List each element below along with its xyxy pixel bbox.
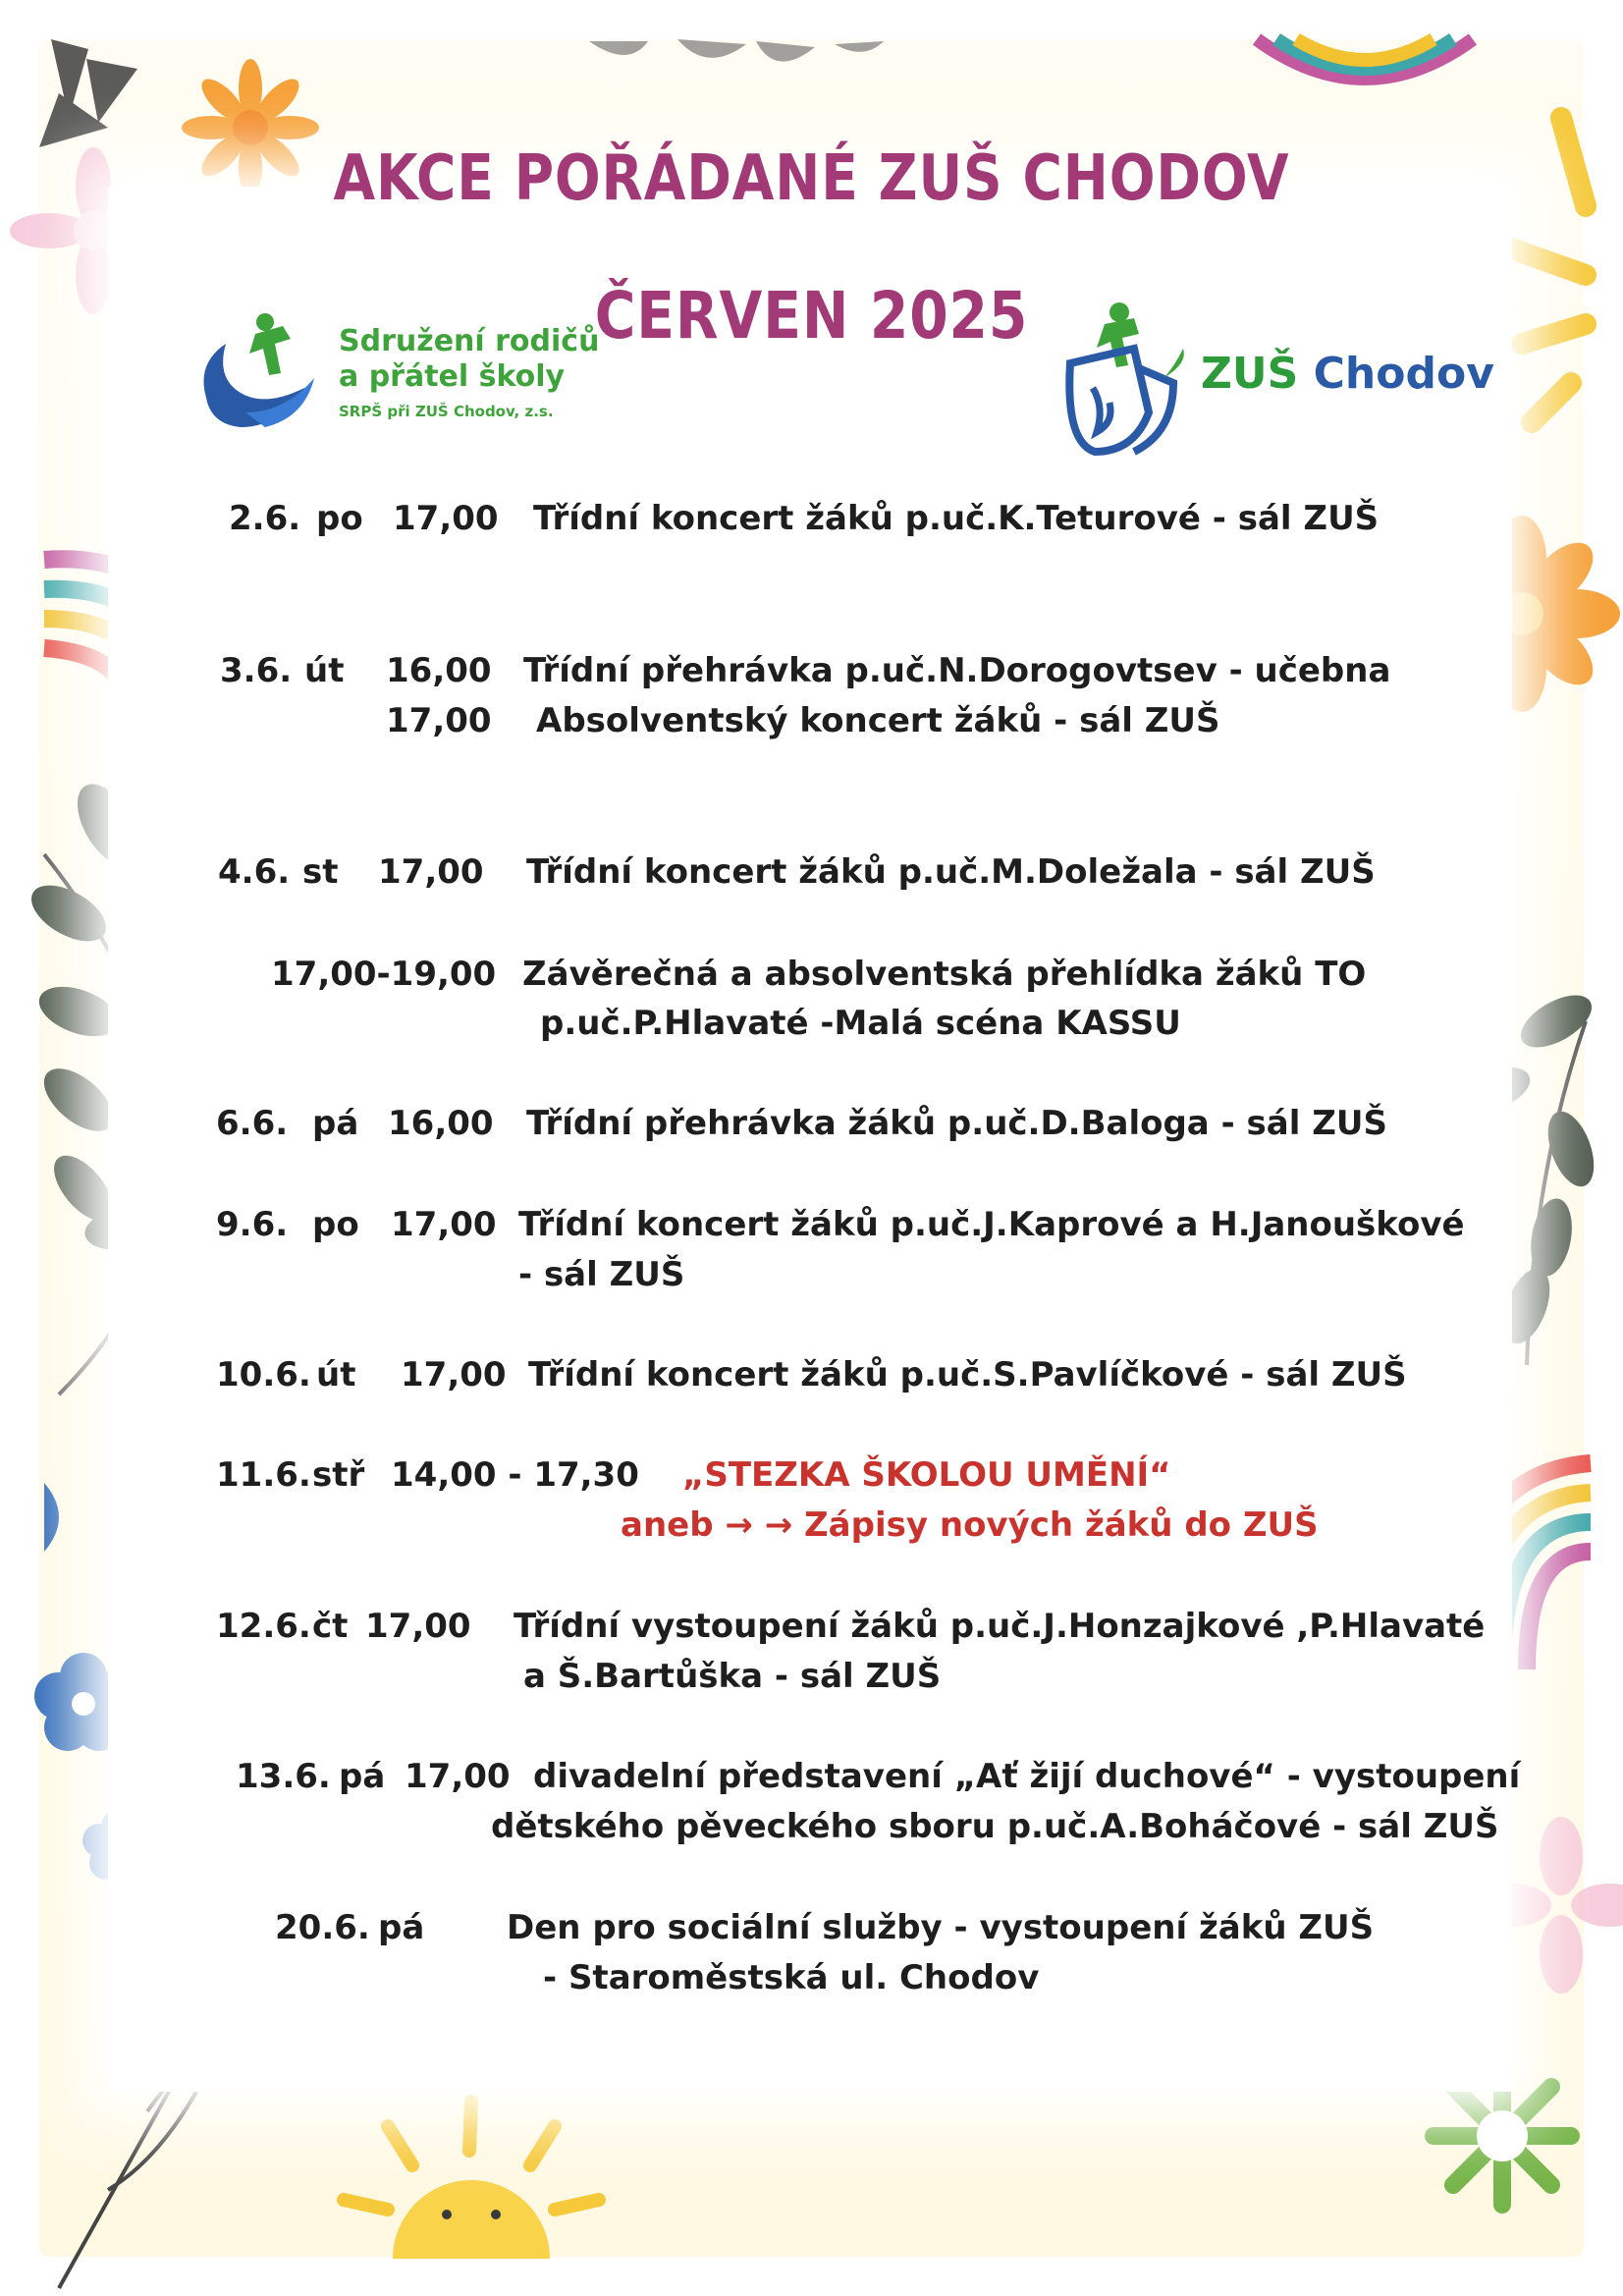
rainbow-top-right-icon [1257,39,1473,79]
event-text-line2: a Š.Bartůška - sál ZUŠ [523,1657,942,1696]
event-text-line2: dětského pěveckého sboru p.uč.A.Boháčové - sál ZUŠ [491,1807,1499,1846]
event-day: pá [312,1104,359,1143]
page-title: AKCE POŘÁDANÉ ZUŠ CHODOV [333,142,1290,215]
event-time: 17,00 [405,1757,511,1796]
event-day: čt [312,1607,349,1646]
page-subtitle: ČERVEN 2025 [594,278,1029,354]
event-time: 16,00 [388,1104,494,1143]
event-day: út [304,651,345,690]
event-time: 17,00 [378,852,484,892]
event-text: Závěrečná a absolventská přehlídka žáků TO [522,955,1367,994]
event-text: Absolventský koncert žáků - sál ZUŠ [536,701,1220,740]
event-time: 17,00-19,00 [271,955,497,994]
event-date: 20.6. [275,1908,370,1947]
event-text: divadelní představení „Ať žijí duchové“ - vystoupení [533,1757,1521,1796]
event-time: 14,00 - 17,30 [391,1455,639,1495]
event-text: Třídní koncert žáků p.uč.S.Pavlíčkové - sál ZUŠ [528,1355,1407,1394]
zus-mask-icon [1026,295,1198,471]
srps-name-line1: Sdružení rodičů [339,324,600,358]
event-day: pá [339,1757,386,1796]
event-highlight-text: „STEZKA ŠKOLOU UMĚNÍ“ [682,1455,1171,1495]
event-time: 17,00 [386,701,492,740]
event-text: Třídní koncert žáků p.uč.J.Kaprové a H.Janouškové [518,1205,1465,1244]
event-date: 4.6. [218,852,291,892]
event-day: po [312,1205,359,1244]
event-day: pá [378,1908,425,1947]
event-day: po [316,499,363,538]
event-time: 16,00 [386,651,492,690]
event-date: 2.6. [229,499,301,538]
zus-logo [1026,295,1507,471]
event-text: Třídní přehrávka žáků p.uč.D.Baloga - sál ZUŠ [526,1104,1387,1143]
event-highlight-text-line2: aneb → → Zápisy nových žáků do ZUŠ [621,1505,1319,1545]
srps-logo [187,304,609,442]
event-text: Třídní přehrávka p.uč.N.Dorogovtsev - učebna [523,651,1391,690]
event-text-line2: p.uč.P.Hlavaté -Malá scéna KASSU [540,1004,1181,1043]
event-date: 13.6. [236,1757,331,1796]
zus-name [1201,349,1494,399]
sun-bottom-icon [344,2102,599,2259]
event-date: 9.6. [216,1205,289,1244]
event-day: st [302,852,339,892]
event-date: 12.6. [216,1607,311,1646]
srps-subtitle: SRPŠ při ZUŠ Chodov, z.s. [339,403,554,420]
event-text-line2: - Staroměstská ul. Chodov [543,1958,1040,1997]
event-date: 10.6. [216,1355,311,1394]
event-date: 11.6. [216,1455,311,1495]
event-text: Třídní koncert žáků p.uč.K.Teturové - sál ZUŠ [533,499,1380,538]
leaf-spikes-top-left-icon [39,39,137,147]
event-day: út [316,1355,356,1394]
srps-name-line2: a přátel školy [339,359,566,394]
event-time: 17,00 [401,1355,507,1394]
event-date: 6.6. [216,1104,289,1143]
event-day: stř [312,1455,365,1495]
srps-figure-icon [187,304,334,442]
event-text: Třídní vystoupení žáků p.uč.J.Honzajkové ,P.Hlavaté [514,1607,1486,1646]
zus-name-prefix: ZUŠ [1201,349,1314,399]
event-time: 17,00 [365,1607,471,1646]
zus-name-suffix: Chodov [1313,349,1494,399]
event-time: 17,00 [393,499,499,538]
blue-leaf-left-icon [44,1483,59,1552]
event-text-line2: - sál ZUŠ [518,1255,685,1294]
event-time: 17,00 [391,1205,497,1244]
event-date: 3.6. [220,651,293,690]
event-text: Den pro sociální služby - vystoupení žáků ZUŠ [507,1908,1375,1947]
sun-rays-right-icon [1502,118,1586,422]
leaves-top-center-icon [589,39,884,62]
event-text: Třídní koncert žáků p.uč.M.Doležala - sál ZUŠ [526,852,1376,892]
